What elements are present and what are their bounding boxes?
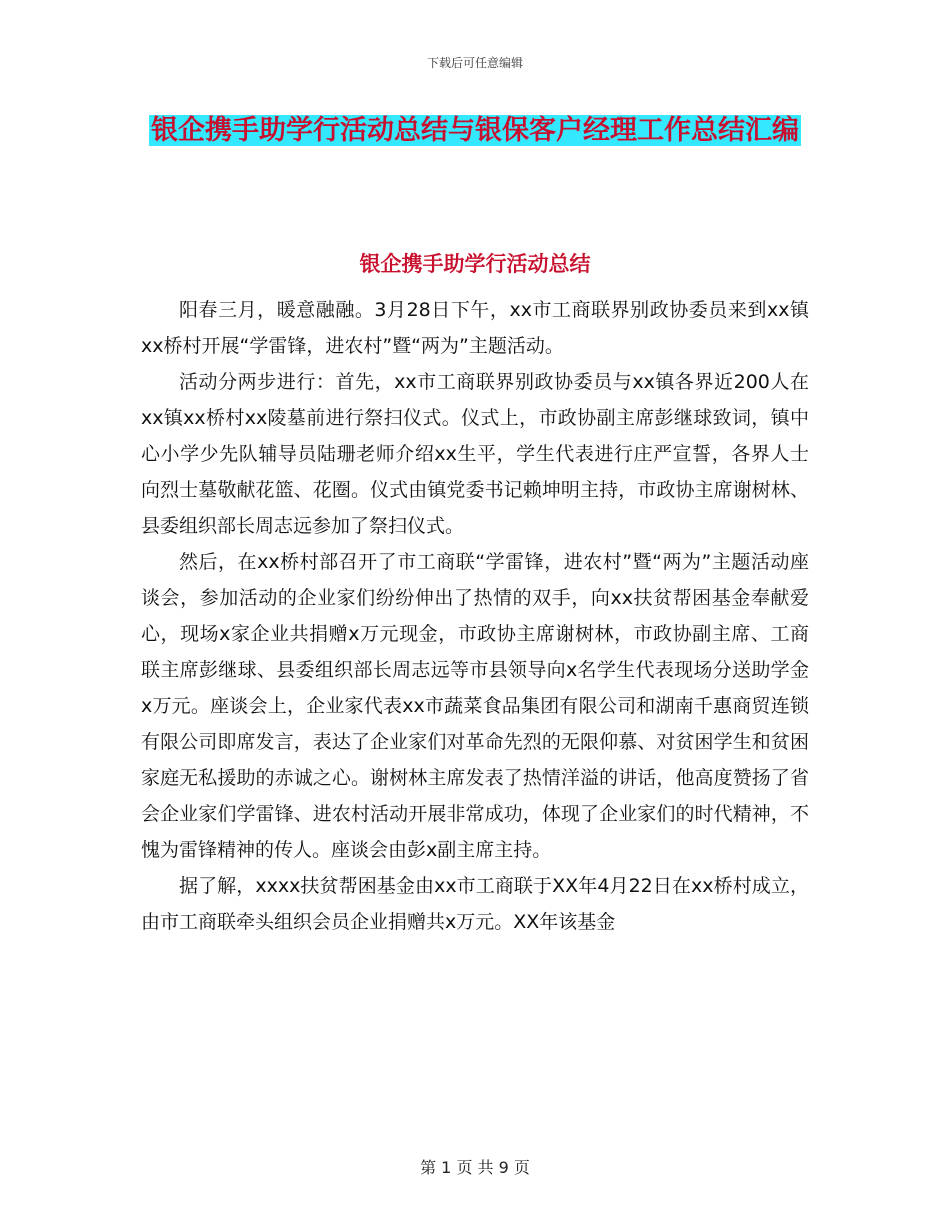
document-title	[140, 108, 810, 154]
paragraph: 阳春三月，暖意融融。3月28日下午，xx市工商联界别政协委员来到xx镇xx桥村开展“学雷锋，进农村”暨“两为”主题活动。	[141, 299, 809, 357]
page-number: 第 1 页 共 9 页	[420, 1158, 530, 1177]
section-title: 银企携手助学行活动总结	[359, 252, 591, 276]
document-title-text: 银企携手助学行活动总结与银保客户经理工作总结汇编	[151, 115, 799, 146]
paragraph: 然后，在xx桥村部召开了市工商联“学雷锋，进农村”暨“两为”主题活动座谈会，参加活动的企业家们纷纷伸出了热情的双手，向xx扶贫帮困基金奉献爱心，现场x家企业共捐赠x万元现金，市政协主席谢树林，市政协副主席、工商联主席彭继球、县委组织部长周志远等市县领导向x名学生代表现场分送助学金x万元。座谈会上，企业家代表xx市蔬菜食品集团有限公司和湖南千惠商贸连锁有限公司即席发言，表达了企业家们对革命先烈的无限仰慕、对贫困学生和贫困家庭无私援助的赤诚之心。谢树林主席发表了热情洋溢的讲话，他高度赞扬了省会企业家们学雷锋、进农村活动开展非常成功，体现了企业家们的时代精神，不愧为雷锋精神的传人。座谈会由彭x副主席主持。	[141, 551, 809, 861]
paragraph: 活动分两步进行：首先，xx市工商联界别政协委员与xx镇各界近200人在xx镇xx桥村xx陵墓前进行祭扫仪式。仪式上，市政协副主席彭继球致词，镇中心小学少先队辅导员陆珊老师介绍xx生平，学生代表进行庄严宣誓，各界人士向烈士墓敬献花篮、花圈。仪式由镇党委书记赖坤明主持，市政协主席谢树林、县委组织部长周志远参加了祭扫仪式。	[141, 371, 809, 537]
document-body	[141, 292, 809, 940]
header-note: 下载后可任意编辑	[426, 56, 523, 70]
paragraph: 据了解，xxxx扶贫帮困基金由xx市工商联于XX年4月22日在xx桥村成立，由市工商联牵头组织会员企业捐赠共x万元。XX年该基金	[141, 875, 809, 933]
